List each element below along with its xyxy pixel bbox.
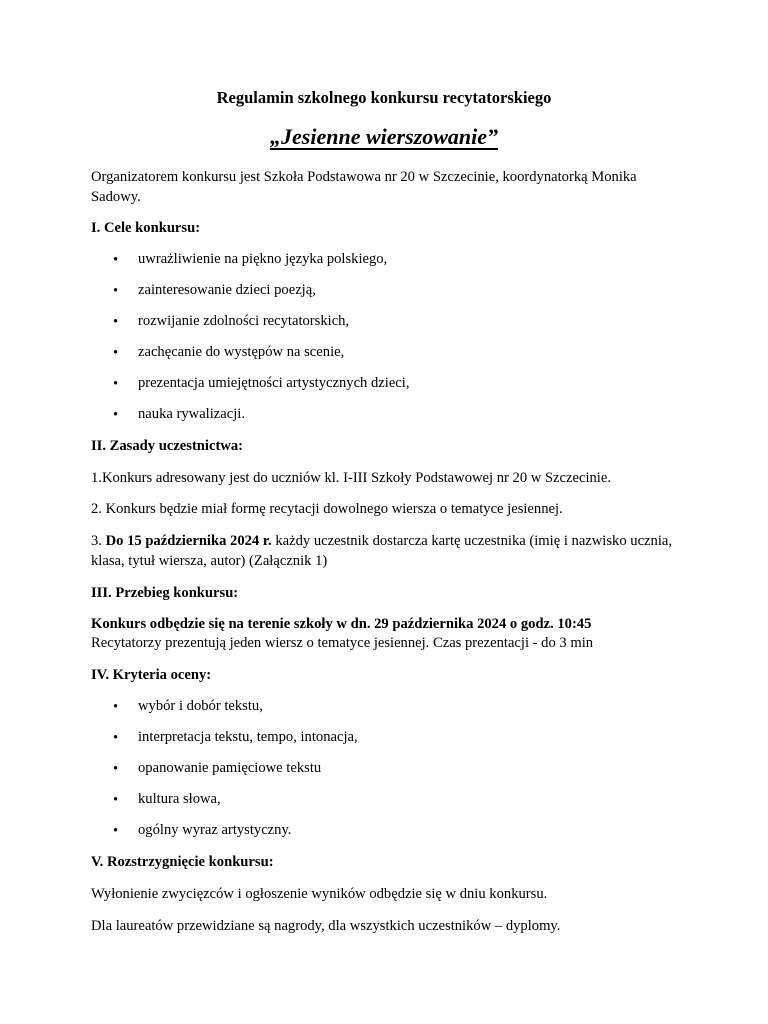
list-item: nauka rywalizacji.: [138, 406, 245, 422]
contest-date-line: Konkurs odbędzie się na terenie szkoły w dn. 29 października 2024 o godz. 10:45: [91, 616, 592, 632]
prizes-paragraph: Dla laureatów przewidziane są nagrody, dla wszystkich uczestników – dyplomy.: [91, 918, 561, 934]
bullet-icon: •: [113, 761, 119, 777]
document-title: Regulamin szkolnego konkursu recytatorskiego: [216, 88, 552, 107]
list-item: uwrażliwienie na piękno języka polskiego,: [138, 251, 388, 267]
list-item: prezentacja umiejętności artystycznych dzieci,: [138, 375, 410, 391]
intro-paragraph: Organizatorem konkursu jest Szkoła Podstawowa nr 20 w Szczecinie, koordynatorką Monika Sadowy.: [91, 169, 637, 205]
bullet-icon: •: [113, 407, 119, 423]
section5-heading: V. Rozstrzygnięcie konkursu:: [91, 854, 274, 870]
rule-text: każdy uczestnik dostarcza kartę uczestnika (imię i nazwisko ucznia, klasa, tytuł wiersza, autor) (Załącznik 1): [91, 533, 673, 569]
section3-heading: III. Przebieg konkursu:: [91, 585, 239, 601]
rule-paragraph-1: 1.Konkurs adresowany jest do uczniów kl. I-III Szkoły Podstawowej nr 20 w Szczecinie.: [91, 470, 611, 486]
list-item: opanowanie pamięciowe tekstu: [138, 760, 322, 776]
results-paragraph: Wyłonienie zwycięzców i ogłoszenie wyników odbędzie się w dniu konkursu.: [91, 886, 548, 902]
bullet-icon: •: [113, 376, 119, 392]
rule-paragraph-2: 2. Konkurs będzie miał formę recytacji dowolnego wiersza o tematyce jesiennej.: [91, 501, 563, 517]
contest-description: Recytatorzy prezentują jeden wiersz o tematyce jesiennej. Czas prezentacji - do 3 min: [91, 635, 594, 651]
rule-number: 3.: [91, 533, 106, 549]
list-item: ogólny wyraz artystyczny.: [138, 822, 292, 838]
bullet-icon: •: [113, 283, 119, 299]
list-item: zachęcanie do występów na scenie,: [138, 344, 345, 360]
bullet-icon: •: [113, 314, 119, 330]
list-item: zainteresowanie dzieci poezją,: [138, 282, 316, 298]
list-item: wybór i dobór tekstu,: [138, 698, 263, 714]
section4-heading: IV. Kryteria oceny:: [91, 667, 212, 683]
document-subtitle: „Jesienne wierszowanie”: [270, 124, 498, 149]
bullet-icon: •: [113, 252, 119, 268]
bullet-icon: •: [113, 345, 119, 361]
rule-paragraph-3: [91, 531, 681, 571]
bullet-icon: •: [113, 730, 119, 746]
section2-heading: II. Zasady uczestnictwa:: [91, 438, 244, 454]
bullet-icon: •: [113, 823, 119, 839]
bullet-icon: •: [113, 699, 119, 715]
deadline-date: Do 15 października 2024 r.: [105, 533, 272, 549]
section1-heading: I. Cele konkursu:: [91, 220, 201, 236]
bullet-icon: •: [113, 792, 119, 808]
list-item: interpretacja tekstu, tempo, intonacja,: [138, 729, 358, 745]
list-item: kultura słowa,: [138, 791, 221, 807]
list-item: rozwijanie zdolności recytatorskich,: [138, 313, 350, 329]
